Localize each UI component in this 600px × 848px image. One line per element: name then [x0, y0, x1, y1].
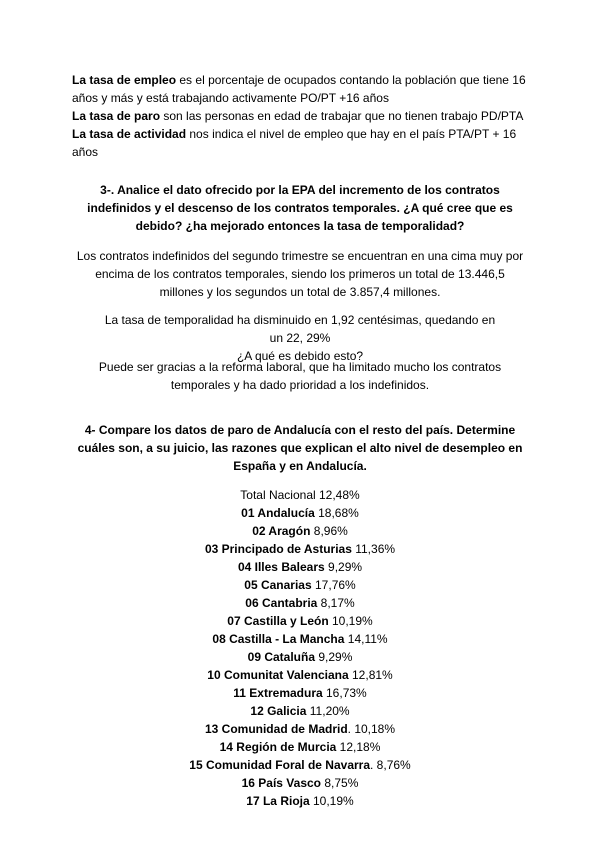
national-total	[72, 486, 528, 504]
list-item	[72, 738, 528, 756]
region-name: 03 Principado de Asturias	[204, 542, 352, 556]
region-name: 02 Aragón	[252, 524, 311, 538]
list-item	[72, 702, 528, 720]
region-name: 01 Andalucía	[241, 506, 315, 520]
question-4: 4- Compare los datos de paro de Andalucía con el resto del país. Determine cuáles son, a su juicio, las razones que explican el alto nivel de desempleo en España y en Andalucía.	[77, 423, 523, 473]
list-item	[72, 666, 528, 684]
region-value: 17,76%	[311, 578, 356, 592]
definition-empleo	[72, 71, 532, 107]
region-value: 8,75%	[321, 776, 359, 790]
region-value: . 10,18%	[347, 722, 396, 736]
region-value: 18,68%	[314, 506, 359, 520]
list-item	[72, 684, 528, 702]
list-item	[72, 594, 528, 612]
region-value: . 8,76%	[370, 758, 411, 772]
region-name: 11 Extremadura	[233, 686, 323, 700]
region-value: 11,36%	[351, 542, 396, 556]
list-item	[72, 576, 528, 594]
list-item	[72, 648, 528, 666]
region-name: 07 Castilla y León	[227, 614, 329, 628]
list-item	[72, 522, 528, 540]
region-value: 12,18%	[336, 740, 381, 754]
definition-text: nos indica el nivel de empleo que hay en el país PTA/PT + 16 años	[72, 127, 517, 159]
region-value: 10,19%	[328, 614, 373, 628]
region-name: 05 Canarias	[244, 578, 312, 592]
region-value: 16,73%	[322, 686, 367, 700]
region-value: 9,29%	[324, 560, 363, 574]
definitions-block	[72, 71, 532, 161]
list-item	[72, 720, 528, 738]
list-item	[72, 630, 528, 648]
region-name: 17 La Rioja	[246, 794, 310, 808]
definition-text: son las personas en edad de trabajar que no tienen trabajo PD/PTA	[160, 109, 524, 123]
list-item	[72, 612, 528, 630]
definition-text: es el porcentaje de ocupados contando la población que tiene 16 años y más y está trabajando activamente PO/PT +16 años	[72, 73, 526, 105]
definition-term: La tasa de empleo	[72, 73, 177, 87]
definition-term: La tasa de paro	[72, 109, 161, 123]
answer-3-paragraph-2: La tasa de temporalidad ha disminuido en 1,92 centésimas, quedando en un 22, 29%	[104, 313, 496, 345]
list-item	[72, 504, 528, 522]
region-name: 09 Cataluña	[247, 650, 315, 664]
region-value: 8,17%	[317, 596, 355, 610]
definition-paro	[72, 107, 532, 125]
region-value: 12,81%	[348, 668, 393, 682]
region-value: 9,29%	[315, 650, 353, 664]
list-item	[72, 774, 528, 792]
definition-actividad	[72, 125, 532, 161]
region-name: 10 Comunitat Valenciana	[207, 668, 349, 682]
region-name: 06 Cantabria	[245, 596, 318, 610]
region-value: 8,96%	[310, 524, 348, 538]
region-name: 16 País Vasco	[241, 776, 322, 790]
region-value: 10,19%	[309, 794, 354, 808]
question-3: 3-. Analice el dato ofrecido por la EPA del incremento de los contratos indefinidos y el descenso de los contratos temporales. ¿A qué cree que es debido? ¿ha mejorado entonces la tasa de temporalidad?	[87, 183, 513, 233]
national-label: Total Nacional	[240, 488, 316, 502]
list-item	[72, 540, 528, 558]
list-item	[72, 756, 528, 774]
list-item	[72, 558, 528, 576]
definition-term: La tasa de actividad	[72, 127, 187, 141]
region-name: 04 Illes Balears	[237, 560, 325, 574]
unemployment-list	[72, 486, 528, 810]
region-value: 14,11%	[344, 632, 388, 646]
answer-3-question-line: ¿A qué es debido esto?	[236, 349, 364, 363]
answer-3-paragraph-1: Los contratos indefinidos del segundo trimestre se encuentran en una cima muy por encima de los contratos temporales, siendo los primeros un total de 13.446,5 millones y los segundos un total de 3.857,4 millones.	[76, 249, 524, 299]
region-name: 13 Comunidad de Madrid	[204, 722, 348, 736]
region-name: 15 Comunidad Foral de Navarra	[189, 758, 371, 772]
national-value: 12,48%	[315, 488, 360, 502]
list-item	[72, 792, 528, 810]
answer-3-paragraph-3: Puede ser gracias a la reforma laboral, que ha limitado mucho los contratos temporales y ha dado prioridad a los indefinidos.	[98, 360, 502, 392]
region-name: 12 Galicia	[250, 704, 307, 718]
region-name: 08 Castilla - La Mancha	[212, 632, 345, 646]
region-name: 14 Región de Murcia	[219, 740, 337, 754]
region-value: 11,20%	[306, 704, 350, 718]
